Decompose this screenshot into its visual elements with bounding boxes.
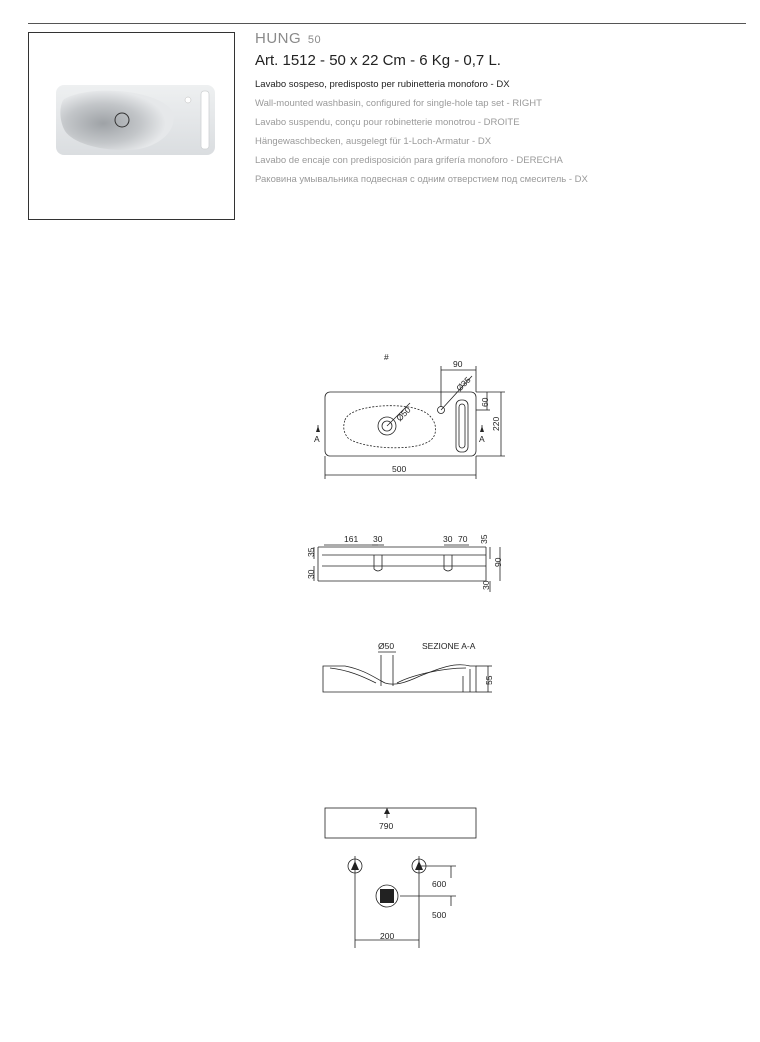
anchor-left-icon [351, 861, 359, 870]
dim-220: 220 [491, 416, 501, 431]
dim-200: 200 [380, 931, 395, 941]
description-en: Wall-mounted washbasin, configured for single-hole tap set - RIGHT [255, 98, 542, 109]
series-name: HUNG [255, 30, 302, 47]
dim-30-b: 30 [443, 534, 453, 544]
dim-55: 55 [484, 675, 494, 685]
description-it: Lavabo sospeso, predisposto per rubinetteria monoforo - DX [255, 79, 510, 90]
dim-500: 500 [392, 464, 407, 474]
description-ru: Раковина умывальника подвесная с одним отверстием под смеситель - DX [255, 174, 588, 185]
install-view [325, 808, 476, 948]
dim-d35: Ø35 [454, 374, 473, 394]
dim-60: 60 [480, 397, 490, 407]
section-title: SEZIONE A-A [422, 641, 476, 651]
dim-35-left: 35 [306, 547, 316, 557]
dim-30-a: 30 [373, 534, 383, 544]
dim-d50-top: Ø50 [394, 404, 413, 424]
top-view [318, 366, 505, 479]
section-a-left: A [314, 434, 320, 444]
article-line: Art. 1512 - 50 x 22 Cm - 6 Kg - 0,7 L. [255, 52, 501, 69]
dim-70: 70 [458, 534, 468, 544]
dim-500-install: 500 [432, 910, 447, 920]
dim-90-right: 90 [493, 557, 503, 567]
anchor-right-icon [415, 861, 423, 870]
dim-d50-section: Ø50 [378, 641, 395, 651]
section-view [323, 652, 492, 692]
front-view [314, 545, 500, 592]
series-size: 50 [307, 34, 322, 46]
description-fr: Lavabo suspendu, conçu pour robinetterie monotrou - DROITE [255, 117, 520, 128]
outlet-icon [380, 889, 394, 903]
dim-90-top: 90 [453, 359, 463, 369]
description-es: Lavabo de encaje con predisposición para grifería monoforo - DERECHA [255, 155, 563, 166]
dim-35-right: 35 [479, 534, 489, 544]
dim-30-bottom: 30 [481, 580, 491, 590]
arrow-790 [384, 808, 390, 814]
description-de: Hängewaschbecken, ausgelegt für 1-Loch-Armatur - DX [255, 136, 492, 147]
dim-790: 790 [379, 821, 394, 831]
hash-mark: # [384, 352, 389, 362]
dim-30-left: 30 [306, 569, 316, 579]
dim-600: 600 [432, 879, 447, 889]
dim-161: 161 [344, 534, 359, 544]
section-a-right: A [479, 434, 485, 444]
